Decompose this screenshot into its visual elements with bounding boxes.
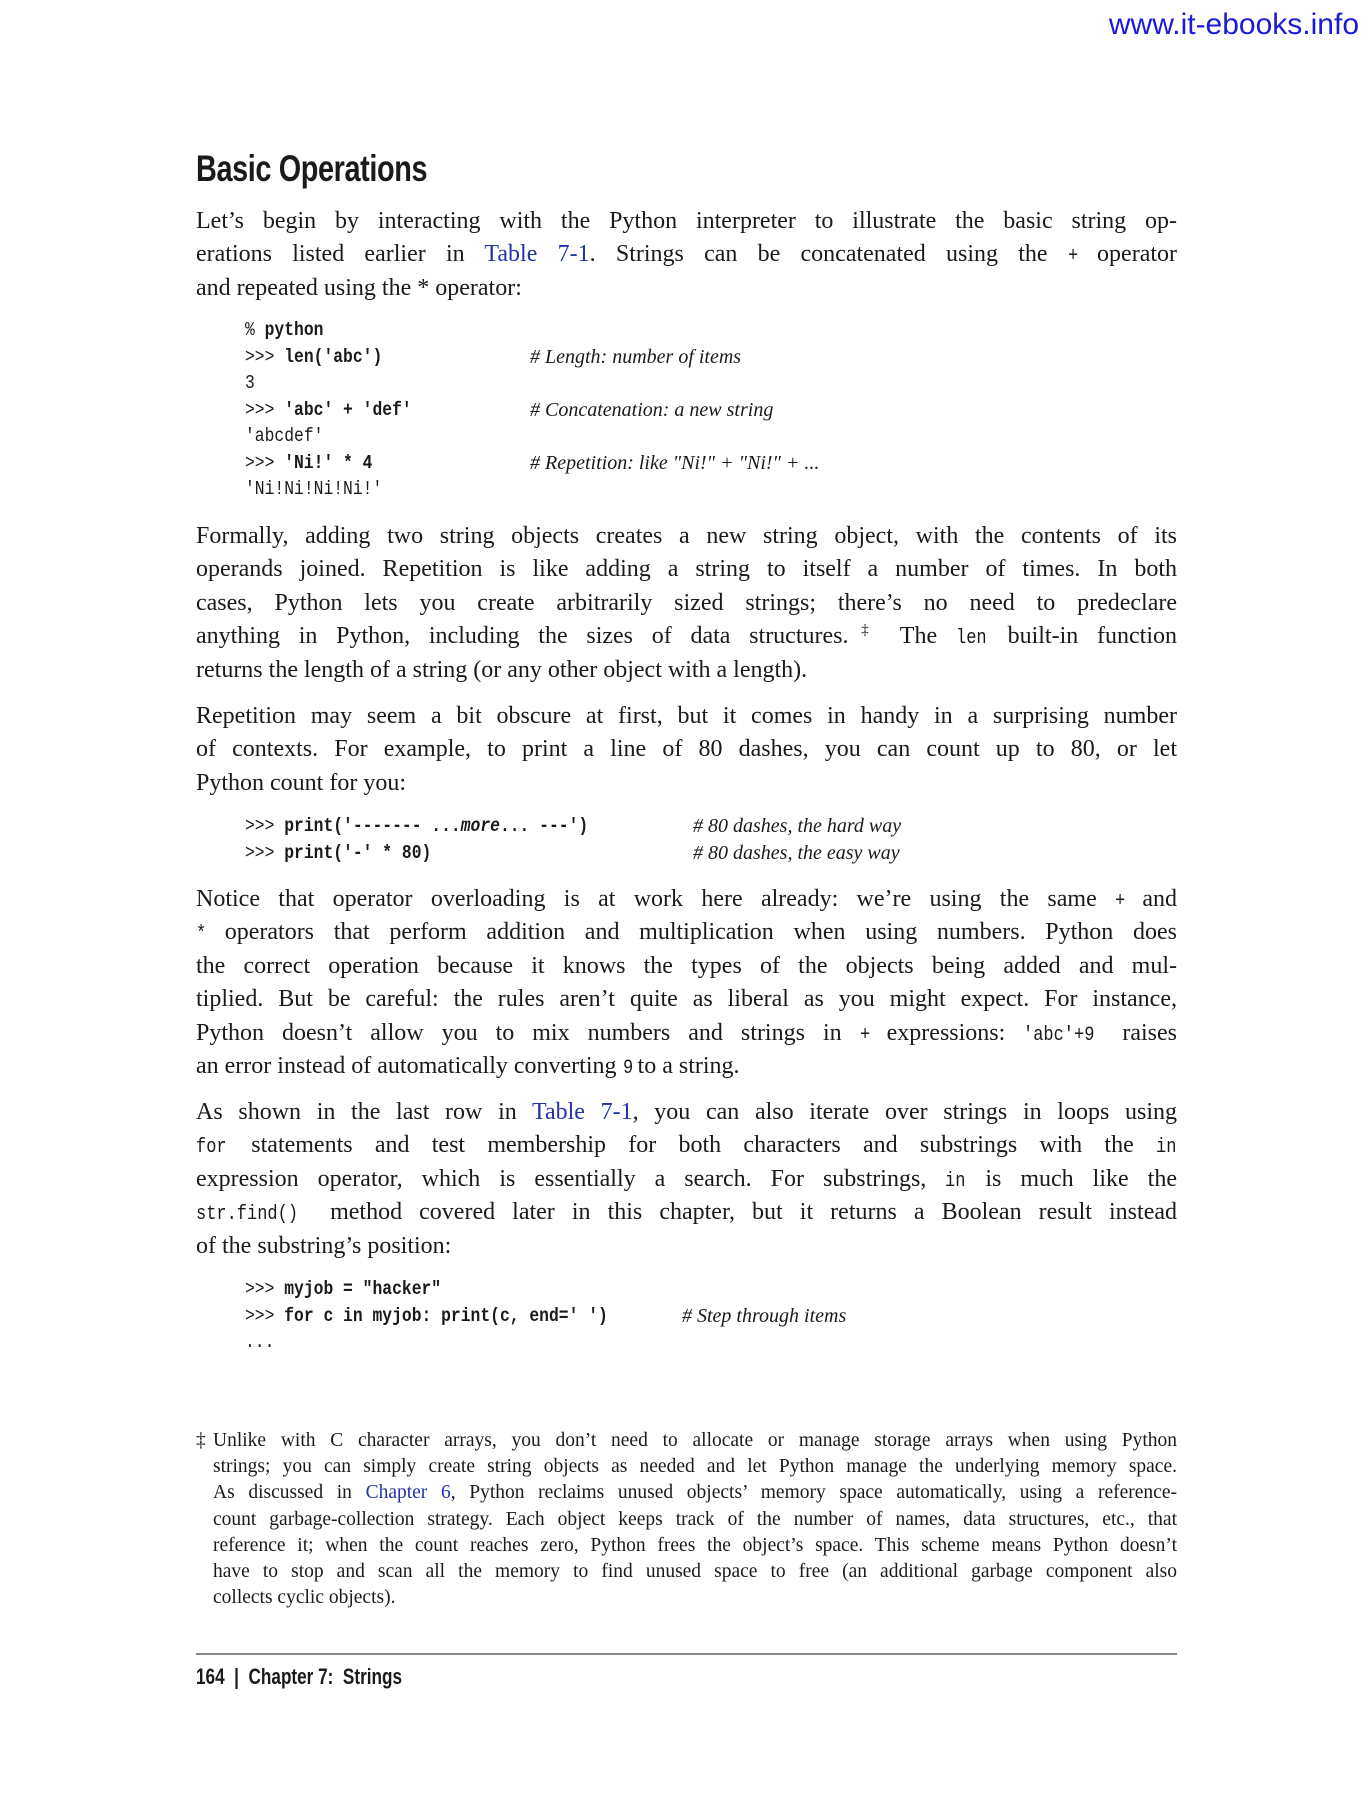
- paragraph-intro: [196, 205, 1177, 305]
- text-line: [196, 520, 1177, 553]
- text-line: [196, 205, 1177, 238]
- chapter-title: Chapter 7: Strings: [248, 1664, 403, 1689]
- code-block-dashes: [245, 813, 902, 866]
- cross-reference-link[interactable]: Table 7-1: [531, 1099, 633, 1125]
- prompt-or-output: %: [245, 319, 265, 341]
- prompt-or-output: >>>: [245, 841, 285, 864]
- text-run: erations listed earlier in: [196, 241, 485, 268]
- code-text: print('-' * 80): [284, 841, 432, 864]
- code-comment: # Step through items: [682, 1304, 847, 1327]
- paragraph-repetition: [196, 700, 1177, 800]
- text-run: have to stop and scan all the memory to find unused space to free (an additional garbage component also: [213, 1560, 1177, 1582]
- section-heading: Basic Operations: [196, 148, 428, 189]
- inline-code: +: [1067, 245, 1079, 269]
- text-run: and: [1124, 886, 1178, 912]
- code-text: python: [264, 319, 324, 341]
- code-source: [245, 370, 255, 397]
- code-text: len('abc'): [284, 345, 383, 368]
- text-line: [196, 1050, 1177, 1083]
- text-run: count garbage-collection strategy. Each object keeps track of the number of names, data structures, etc., that: [213, 1508, 1177, 1530]
- text-run: and repeated using the * operator:: [196, 274, 522, 301]
- cross-reference-link[interactable]: Chapter 6: [365, 1482, 451, 1504]
- text-line: [196, 1017, 1177, 1050]
- code-text: for c in myjob: print(c, end=' '): [284, 1304, 608, 1327]
- code-source: [245, 1303, 608, 1330]
- text-run: of the substring’s position:: [196, 1232, 452, 1259]
- prompt-or-output: 3: [245, 372, 255, 394]
- text-line: [196, 916, 1177, 949]
- inline-code: in: [1155, 1136, 1177, 1160]
- footer-rule: [196, 1653, 1177, 1655]
- text-run: As shown in the last row in: [196, 1099, 532, 1125]
- text-run: the correct operation because it knows the types of the objects being added and mul-: [196, 952, 1177, 979]
- prompt-or-output: 'Ni!Ni!Ni!Ni!': [245, 478, 383, 500]
- text-run: strings; you can simply create string objects as needed and let Python manage the underlying memory space.: [213, 1456, 1177, 1478]
- code-line: [245, 476, 439, 503]
- text-line: [196, 238, 1177, 271]
- code-source: [245, 476, 382, 503]
- paragraph-formally: [196, 520, 1177, 687]
- text-line: [196, 1230, 1177, 1263]
- prompt-or-output: 'abcdef': [245, 425, 324, 447]
- code-line: [245, 840, 900, 867]
- text-run: , Python reclaims unused objects’ memory space automatically, using a reference-: [450, 1482, 1177, 1504]
- footer-separator: |: [234, 1664, 239, 1689]
- cross-reference-link[interactable]: Table 7-1: [484, 241, 590, 268]
- text-line: [196, 1454, 1177, 1480]
- code-comment: # 80 dashes, the easy way: [693, 841, 900, 864]
- prompt-or-output: >>>: [245, 451, 285, 474]
- code-source: [245, 813, 588, 840]
- text-run: collects cyclic objects).: [213, 1587, 396, 1609]
- text-run: operator: [1076, 241, 1178, 268]
- code-line: [245, 317, 439, 344]
- text-line: [196, 654, 1177, 687]
- prompt-or-output: ...: [245, 1331, 275, 1353]
- text-run: anything in Python, including the sizes of data structures.: [196, 623, 849, 650]
- text-run: tiplied. But be careful: the rules aren’t quite as liberal as you might expect. For instance,: [196, 986, 1177, 1013]
- paragraph-iteration: [196, 1096, 1177, 1263]
- prompt-or-output: >>>: [245, 1304, 285, 1327]
- text-line: [196, 1480, 1177, 1506]
- code-block-basic-ops: [245, 317, 820, 503]
- footnote-ref[interactable]: ‡: [848, 622, 882, 639]
- text-line: [196, 950, 1177, 983]
- code-source: [245, 1276, 441, 1303]
- inline-code: len: [955, 627, 987, 651]
- text-run: cases, Python lets you create arbitrarily sized strings; there’s no need to predeclare: [196, 589, 1177, 616]
- text-run: , you can also iterate over strings in loops using: [632, 1099, 1178, 1125]
- page-number: 164: [196, 1664, 225, 1689]
- text-run: As discussed in: [213, 1482, 366, 1504]
- code-line: [245, 344, 742, 371]
- inline-code: in: [945, 1169, 966, 1193]
- text-line: [196, 1559, 1177, 1585]
- code-line: [245, 1329, 667, 1356]
- text-line: [196, 1533, 1177, 1559]
- text-line: [196, 620, 1177, 653]
- inline-code: 9: [622, 1056, 633, 1080]
- code-source: [245, 450, 372, 477]
- text-line: [196, 700, 1177, 733]
- code-text: print('------- ...: [284, 815, 461, 837]
- text-run: Python doesn’t allow you to mix numbers and strings in: [196, 1019, 860, 1046]
- code-text: more: [460, 815, 500, 837]
- text-run: Let’s begin by interacting with the Python interpreter to illustrate the basic string op-: [196, 208, 1177, 234]
- inline-code: +: [859, 1023, 870, 1047]
- code-comment: # Concatenation: a new string: [530, 398, 774, 421]
- text-run: expression operator, which is essentially a search. For substrings,: [196, 1165, 946, 1192]
- text-run: returns the length of a string (or any other object with a length).: [196, 656, 808, 683]
- text-run: reference it; when the count reaches zero, Python frees the object’s space. This scheme means Python doesn’t: [213, 1534, 1177, 1556]
- text-line: [196, 983, 1177, 1016]
- code-text: 'Ni!' * 4: [284, 451, 373, 474]
- text-line: [196, 1129, 1177, 1162]
- code-text: myjob = "hacker": [284, 1278, 442, 1300]
- text-line: [196, 1196, 1177, 1229]
- code-line: [245, 450, 820, 477]
- prompt-or-output: >>>: [245, 815, 285, 837]
- code-source: [245, 344, 382, 371]
- code-line: [245, 813, 902, 840]
- paragraph-overloading: [196, 883, 1177, 1083]
- inline-code: str.find(): [196, 1203, 299, 1227]
- text-line: [196, 272, 1177, 305]
- code-source: [245, 840, 431, 867]
- code-source: [245, 423, 323, 450]
- code-line: [245, 1276, 667, 1303]
- code-line: [245, 397, 774, 424]
- code-line: [245, 1303, 847, 1330]
- code-text: ... ---'): [499, 815, 589, 837]
- page-footer: [196, 1664, 402, 1690]
- code-block-loop: [245, 1276, 847, 1356]
- text-run: The: [881, 623, 956, 650]
- text-run: expressions:: [868, 1019, 1024, 1046]
- code-source: [245, 1329, 274, 1356]
- text-run: statements and test membership for both characters and substrings with the: [229, 1132, 1156, 1159]
- text-line: [196, 733, 1177, 766]
- text-line: [196, 767, 1177, 800]
- code-line: [245, 423, 439, 450]
- text-run: method covered later in this chapter, but it returns a Boolean result instead: [313, 1199, 1177, 1226]
- prompt-or-output: >>>: [245, 345, 285, 368]
- code-line: [245, 370, 439, 397]
- text-run: operands joined. Repetition is like adding a string to itself a number of times. In both: [196, 556, 1177, 583]
- code-comment: # Repetition: like "Ni!" + "Ni!" + ...: [530, 451, 820, 474]
- code-source: [245, 317, 323, 344]
- text-run: Python count for you:: [196, 769, 406, 796]
- inline-code: *: [196, 923, 207, 947]
- text-line: [196, 1163, 1177, 1196]
- text-run: Formally, adding two string objects creates a new string object, with the contents of its: [196, 523, 1177, 549]
- text-run: of contexts. For example, to print a line of 80 dashes, you can count up to 80, or let: [196, 736, 1177, 763]
- text-run: operators that perform addition and multiplication when using numbers. Python does: [205, 919, 1177, 946]
- code-text: 'abc' + 'def': [284, 398, 412, 421]
- text-run: . Strings can be concatenated using the: [589, 241, 1068, 268]
- text-run: Repetition may seem a bit obscure at first, but it comes in handy in a surprising number: [196, 703, 1177, 729]
- text-line: [196, 1507, 1177, 1533]
- watermark-link[interactable]: www.it-ebooks.info: [1108, 8, 1359, 41]
- text-run: built-in function: [988, 623, 1177, 650]
- text-line: [196, 1428, 1177, 1454]
- inline-code: for: [196, 1136, 227, 1160]
- text-run: an error instead of automatically converting: [196, 1052, 623, 1079]
- footnote-marker: ‡: [196, 1430, 206, 1451]
- code-comment: # Length: number of items: [530, 345, 742, 368]
- text-run: Notice that operator overloading is at work here already: we’re using the same: [196, 886, 1116, 912]
- prompt-or-output: >>>: [245, 398, 285, 421]
- text-run: raises: [1104, 1019, 1177, 1046]
- text-line: [196, 1585, 1177, 1611]
- inline-code: +: [1115, 890, 1126, 913]
- code-comment: # 80 dashes, the hard way: [693, 815, 902, 837]
- text-line: [196, 883, 1177, 916]
- inline-code: 'abc'+9: [1023, 1023, 1095, 1047]
- text-line: [196, 1096, 1177, 1129]
- text-run: Unlike with C character arrays, you don’t need to allocate or manage storage arrays when using Python: [213, 1430, 1177, 1451]
- text-line: [196, 553, 1177, 586]
- footnote: [196, 1428, 1177, 1611]
- text-run: to a string.: [631, 1052, 740, 1079]
- code-source: [245, 397, 412, 424]
- text-line: [196, 587, 1177, 620]
- text-run: is much like the: [966, 1165, 1177, 1192]
- prompt-or-output: >>>: [245, 1278, 285, 1300]
